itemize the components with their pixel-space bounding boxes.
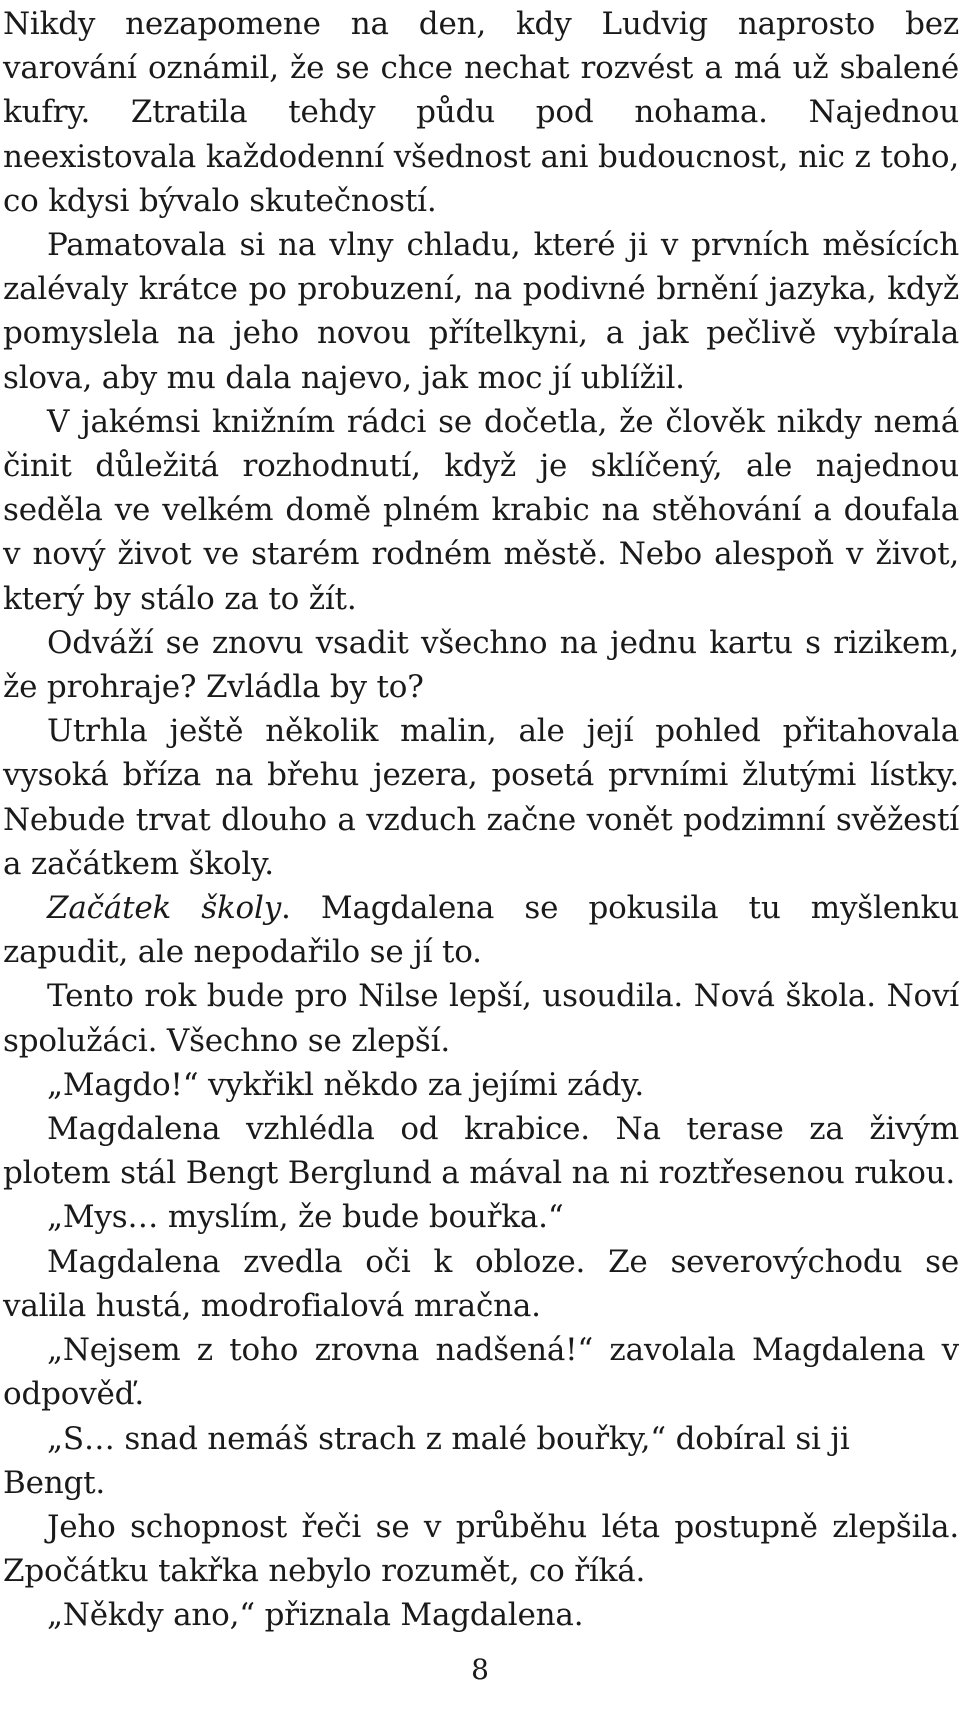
paragraph-12: „Nejsem z toho zrovna nadšená!“ zavolala Magdalena v odpověď.	[3, 1332, 959, 1413]
paragraph-6-rest: . Magdalena se pokusila tu myšlenku zapudit, ale nepodařilo se jí to.	[3, 890, 959, 971]
italic-phrase: Začátek školy	[47, 890, 282, 927]
paragraph-15: „Někdy ano,“ přiznala Magdalena.	[47, 1597, 584, 1634]
paragraph-14: Jeho schopnost řeči se v průběhu léta postupně zlepšila. Zpočátku takřka nebylo rozumět, co říká.	[3, 1508, 959, 1590]
paragraph-9: Magdalena vzhlédla od krabice. Na terase za živým plotem stál Bengt Berglund a mával na ni roztřesenou rukou.	[3, 1111, 959, 1192]
page-number: 8	[471, 1653, 489, 1686]
paragraph-8: „Magdo!“ vykřikl někdo za jejími zády.	[47, 1066, 644, 1103]
paragraph-3: V jakémsi knižním rádci se dočetla, že člověk nikdy nemá činit důležitá rozhodnutí, když je sklíčený, ale najednou seděla ve velkém domě plném krabic na stěhování a doufala v nový život ve starém rodném městě. Nebo alespoň v život, který by stálo za to žít.	[3, 403, 959, 617]
paragraph-6	[3, 886, 959, 974]
paragraph-13: „S… snad nemáš strach z malé bouřky,“ dobíral si ji Bengt.	[3, 1420, 850, 1501]
paragraph-5: Utrhla ještě několik malin, ale její pohled přitahovala vysoká bříza na břehu jezera, posetá prvními žlutými lístky. Nebude trvat dlouho a vzduch začne vonět podzimní svěžestí a začátkem školy.	[3, 713, 959, 882]
paragraph-10: „Mys… myslím, že bude bouřka.“	[47, 1199, 564, 1236]
paragraph-7: Tento rok bude pro Nilse lepší, usoudila. Nová škola. Noví spolužáci. Všechno se zlepší.	[3, 978, 959, 1059]
paragraph-1: Nikdy nezapomene na den, kdy Ludvig naprosto bez varování oznámil, že se chce nechat rozvést a má už sbalené kufry. Ztratila tehdy půdu pod nohama. Najednou neexistovala každodenní všednost ani budoucnost, nic z toho, co kdysi bývalo skutečností.	[3, 6, 959, 219]
paragraph-4: Odváží se znovu vsadit všechno na jednu kartu s rizikem, že prohraje? Zvládla by to?	[3, 624, 959, 706]
body-text	[3, 2, 959, 1638]
paragraph-11: Magdalena zvedla oči k obloze. Ze severovýchodu se valila hustá, modrofialová mračna.	[3, 1243, 959, 1324]
paragraph-2: Pamatovala si na vlny chladu, které ji v prvních měsících zalévaly krátce po probuzení, na podivné brnění jazyka, když pomyslela na jeho novou přítelkyni, a jak pečlivě vybírala slova, aby mu dala najevo, jak moc jí ublížil.	[3, 227, 959, 396]
